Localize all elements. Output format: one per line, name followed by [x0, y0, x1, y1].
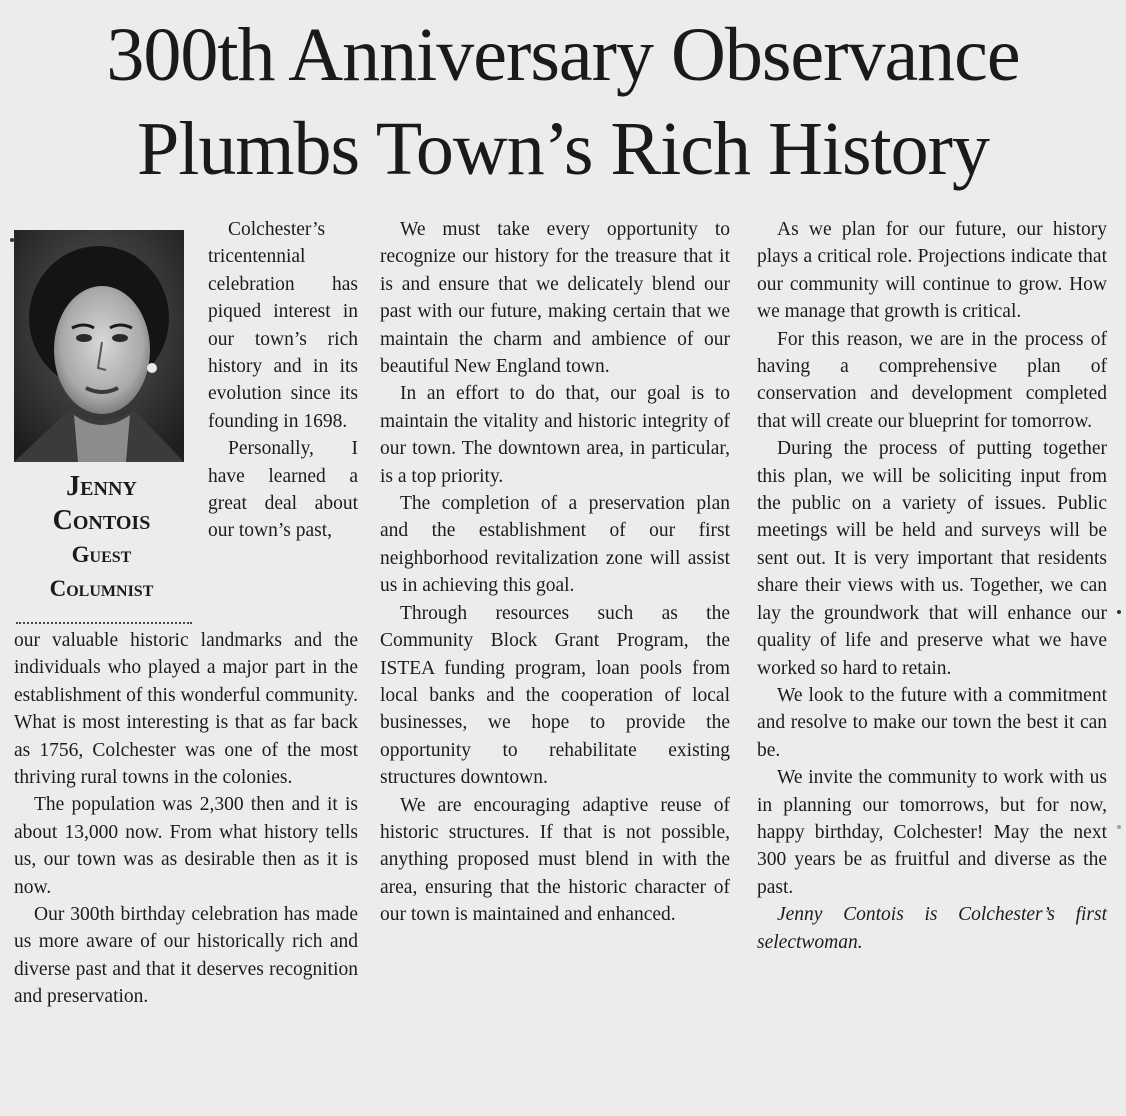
paragraph: Our 300th birthday celebration has made us more aware of our historically rich and diverse past and that it deserves recognition and preservation. [14, 904, 358, 1008]
headline-line-1: 300th Anniversary Observance [106, 13, 1020, 97]
byline [14, 470, 189, 606]
column-2 [380, 216, 730, 929]
print-speck [1117, 610, 1121, 614]
paragraph: We are encouraging adaptive reuse of historic structures. If that is not possible, anything proposed must blend in with the area, ensuring that the historic character of our town is maintained and enhanced. [380, 794, 730, 926]
paragraph: Through resources such as the Community Block Grant Program, the ISTEA funding program, loan pools from local banks and the cooperation of local businesses, we hope to provide the opportunity to rehabilitate existing structures downtown. [380, 602, 730, 789]
paragraph: our valuable historic landmarks and the individuals who played a major part in the establishment of this wonderful community. What is most interesting is that as far back as 1756, Colchester was one of the most thriving rural towns in the colonies. [14, 630, 358, 789]
paragraph: In an effort to do that, our goal is to maintain the vitality and historic integrity of our town. The downtown area, in particular, is a top priority. [380, 383, 730, 487]
column-3 [757, 216, 1107, 956]
headline-line-2: Plumbs Town’s Rich History [137, 107, 989, 191]
paragraph: The population was 2,300 then and it is about 13,000 now. From what history tells us, our town was as desirable then as it is now. [14, 794, 358, 898]
paragraph: We look to the future with a commitment and resolve to make our town the best it can be. [757, 684, 1107, 761]
print-speck [10, 238, 14, 242]
portrait-photo-icon [14, 230, 184, 462]
paragraph: Colchester’s tricentennial celebration has piqued interest in our town’s rich history and in its evolution since its founding in 1698. [208, 219, 358, 432]
byline-first-name: Jenny [66, 471, 137, 502]
byline-last-name: Contois [52, 505, 151, 536]
paragraph: The completion of a preservation plan and the establishment of our first neighborhood revitalization zone will assist us in achieving this goal. [380, 493, 730, 597]
author-signoff: Jenny Contois is Colchester’s first selectwoman. [757, 904, 1107, 953]
paragraph: For this reason, we are in the process of having a comprehensive plan of conservation and development completed that will create our blueprint for tomorrow. [757, 328, 1107, 432]
byline-role-line-2: Columnist [49, 576, 154, 601]
byline-divider [16, 622, 192, 624]
paragraph: Personally, I have learned a great deal about our town’s past, [208, 438, 358, 542]
byline-role-line-1: Guest [71, 542, 132, 567]
paragraph: We invite the community to work with us in planning our tomorrows, but for now, happy birthday, Colchester! May the next 300 years be as fruitful and diverse as the past. [757, 767, 1107, 898]
print-speck [1117, 825, 1121, 829]
paragraph: We must take every opportunity to recognize our history for the treasure that it is and ensure that we delicately blend our past with our future, making certain that we maintain the charm and ambience of our beautiful New England town. [380, 219, 730, 378]
column-1-wrapped-text [208, 216, 358, 545]
columnist-photo [14, 230, 184, 462]
headline [10, 8, 1116, 196]
paragraph: During the process of putting together this plan, we will be soliciting input from the public on a variety of issues. Public meetings will be held and surveys will be sent out. It is very important that residents share their views with us. Together, we can lay the groundwork that will enhance our quality of life and preserve what we have worked so hard to retain. [757, 438, 1107, 679]
column-1-lower-text [14, 627, 358, 1011]
paragraph: As we plan for our future, our history plays a critical role. Projections indicate that our community will continue to grow. How we manage that growth is critical. [757, 219, 1107, 323]
